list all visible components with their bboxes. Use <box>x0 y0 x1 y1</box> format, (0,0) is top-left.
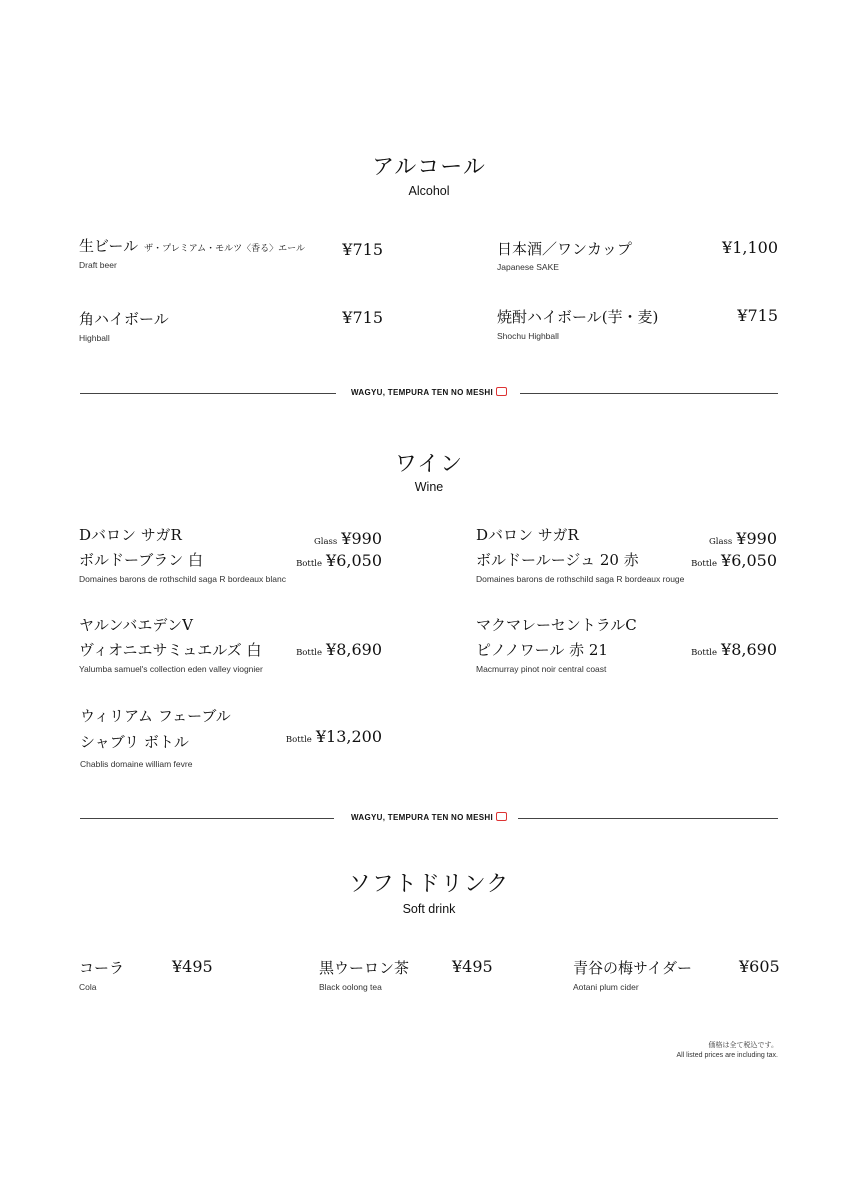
wine-item-yalumba <box>79 614 263 674</box>
alcohol-section-title: アルコール <box>372 155 486 180</box>
wine-glass-price-row <box>314 529 382 548</box>
bottle-label: Bottle <box>285 735 312 745</box>
wine-name-line2: ピノノワール 赤 21 <box>476 641 608 659</box>
wine-bottle-price-row <box>286 727 382 746</box>
bottle-price: ¥8,690 <box>326 640 382 659</box>
item-english: Japanese SAKE <box>497 262 559 272</box>
section-divider <box>80 812 778 824</box>
item-price: ¥715 <box>342 240 383 259</box>
bottle-price: ¥13,200 <box>315 727 382 746</box>
item-price: ¥715 <box>342 308 383 327</box>
wine-name-line2: シャブリ ボトル <box>80 733 189 751</box>
wine-english: Domaines barons de rothschild saga R bordeaux rouge <box>476 574 685 584</box>
wine-name-line1: ヤルンバエデンV <box>79 616 193 634</box>
item-price: ¥715 <box>737 306 778 325</box>
wine-bottle-price-row <box>691 551 777 570</box>
bottle-label: Bottle <box>691 559 718 569</box>
item-name: 黒ウーロン茶 <box>319 959 410 977</box>
item-price: ¥1,100 <box>722 238 778 257</box>
menu-item-black-oolong <box>319 957 409 992</box>
glass-price: ¥990 <box>736 529 777 548</box>
glass-label: Glass <box>313 537 338 547</box>
item-name: 角ハイボール <box>79 310 169 328</box>
wine-bottle-price-row <box>296 551 382 570</box>
item-price: ¥495 <box>172 957 213 976</box>
item-english: Draft beer <box>79 260 117 270</box>
wine-bottle-price-row <box>296 640 382 659</box>
item-english: Shochu Highball <box>497 331 559 341</box>
item-english: Highball <box>79 333 110 343</box>
wine-english: Chablis domaine william fevre <box>80 759 193 769</box>
divider-text: WAGYU, TEMPURA TEN NO MESHI <box>350 388 494 397</box>
item-english: Black oolong tea <box>319 982 382 992</box>
soft-drink-section-subtitle: Soft drink <box>402 902 456 916</box>
divider-text: WAGYU, TEMPURA TEN NO MESHI <box>350 813 494 822</box>
wine-glass-price-row <box>709 529 777 548</box>
wine-english: Yalumba samuel's collection eden valley viognier <box>79 664 263 674</box>
glass-label: Glass <box>708 537 733 547</box>
menu-item-sake <box>497 238 632 272</box>
item-english: Cola <box>79 982 97 992</box>
tax-note <box>676 1041 778 1061</box>
wine-item-saga-blanc <box>79 524 286 584</box>
item-english: Aotani plum cider <box>573 982 639 992</box>
restaurant-logo-icon <box>496 387 507 396</box>
item-price: ¥495 <box>452 957 493 976</box>
wine-name-line2: ボルドールージュ 20 赤 <box>476 551 639 569</box>
menu-item-shochu-highball <box>497 306 658 341</box>
menu-item-plum-cider <box>573 957 692 992</box>
wine-english: Domaines barons de rothschild saga R bordeaux blanc <box>79 574 286 584</box>
tax-note-jp: 価格は全て税込です。 <box>708 1042 778 1049</box>
item-name: 生ビール <box>79 237 139 255</box>
item-name: コーラ <box>79 959 125 977</box>
item-price: ¥605 <box>739 957 780 976</box>
wine-name-line2: ヴィオニエサミュエルズ 白 <box>79 641 262 659</box>
menu-item-highball <box>79 308 169 343</box>
item-name: 青谷の梅サイダー <box>573 959 692 977</box>
section-divider <box>80 387 778 399</box>
item-note: ザ・プレミアム・モルツ〈香る〉エール <box>144 244 305 254</box>
glass-price: ¥990 <box>341 529 382 548</box>
restaurant-logo-icon <box>496 812 507 821</box>
alcohol-section-subtitle: Alcohol <box>408 184 450 198</box>
menu-item-draft-beer <box>79 235 305 270</box>
bottle-price: ¥6,050 <box>721 551 777 570</box>
wine-item-chablis <box>80 705 231 769</box>
bottle-label: Bottle <box>296 559 323 569</box>
wine-english: Macmurray pinot noir central coast <box>476 664 607 674</box>
wine-item-macmurray <box>476 614 637 674</box>
bottle-label: Bottle <box>296 648 323 658</box>
wine-name-line2: ボルドーブラン 白 <box>79 551 204 569</box>
item-name: 日本酒／ワンカップ <box>497 240 632 258</box>
wine-section-subtitle: Wine <box>414 480 444 494</box>
bottle-price: ¥8,690 <box>721 640 777 659</box>
item-name: 焼酎ハイボール(芋・麦) <box>497 308 659 326</box>
menu-item-cola <box>79 957 124 992</box>
wine-item-saga-rouge <box>476 524 684 584</box>
wine-section-title: ワイン <box>394 452 464 477</box>
bottle-price: ¥6,050 <box>326 551 382 570</box>
wine-name-line1: マクマレーセントラルC <box>476 616 637 634</box>
soft-drink-section-title: ソフトドリンク <box>348 872 510 897</box>
wine-bottle-price-row <box>691 640 777 659</box>
wine-name-line1: Dバロン サガR <box>79 526 182 544</box>
wine-name-line1: ウィリアム フェーブル <box>80 707 231 725</box>
tax-note-en: All listed prices are including tax. <box>676 1052 778 1059</box>
wine-name-line1: Dバロン サガR <box>476 526 579 544</box>
bottle-label: Bottle <box>691 648 718 658</box>
